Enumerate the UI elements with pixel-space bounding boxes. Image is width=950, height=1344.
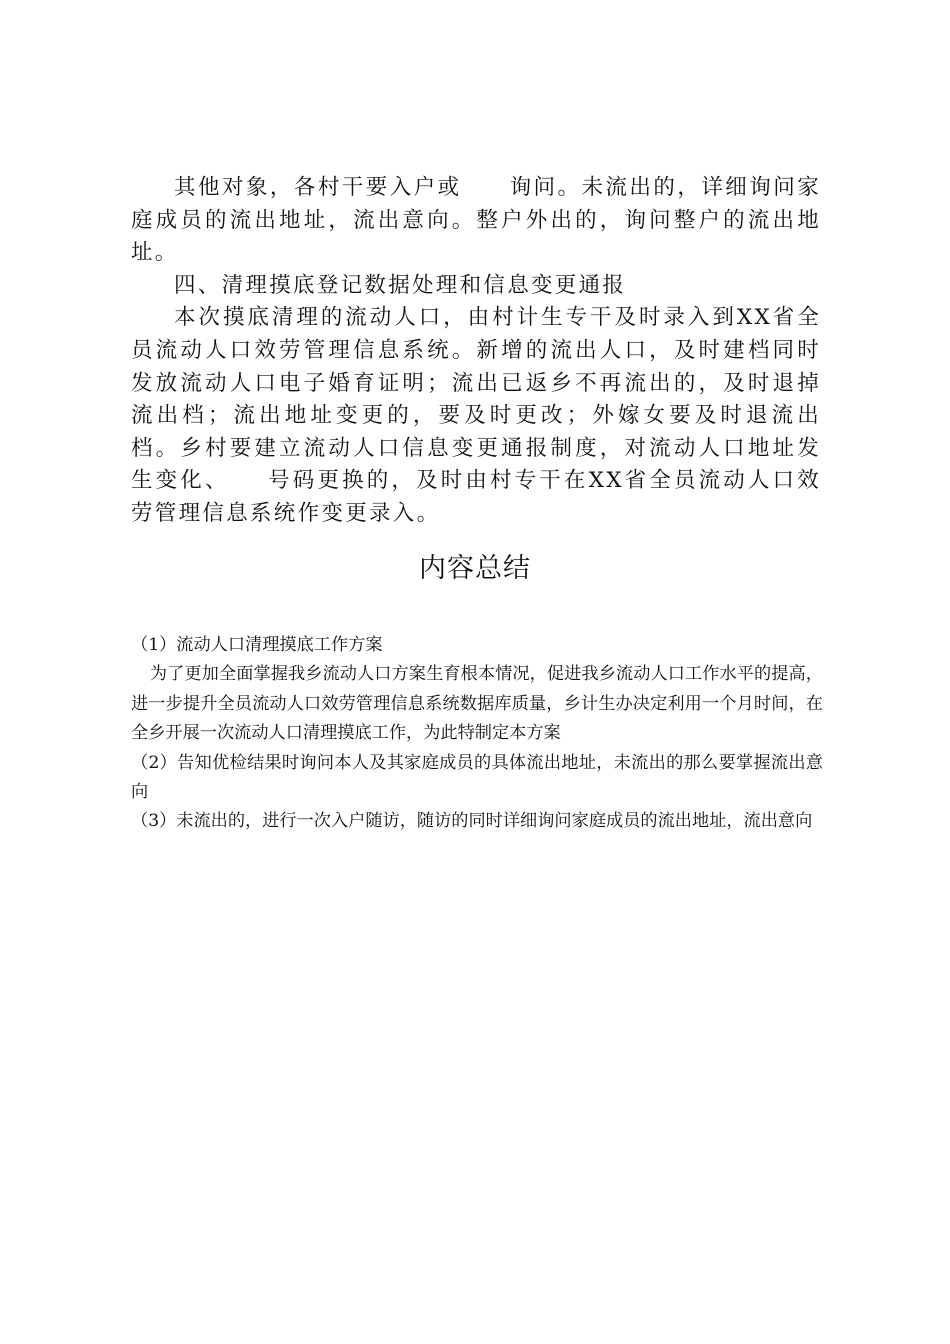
- summary-item-1-detail: 为了更加全面掌握我乡流动人口方案生育根本情况，促进我乡流动人口工作水平的提高，进一步提升全员流动人口效劳管理信息系统数据库质量，乡计生办决定利用一个月时间，在全乡开展一次流动人口清理摸底工作，为此特制定本方案: [131, 664, 823, 744]
- body-text: [131, 172, 821, 531]
- summary-heading: 内容总结: [419, 553, 531, 584]
- summary-item-1: （1）流动人口清理摸底工作方案: [131, 635, 383, 655]
- summary-item-2: （2）告知优检结果时询问本人及其家庭成员的具体流出地址，未流出的那么要掌握流出意向: [131, 752, 823, 803]
- summary-item-3: （3）未流出的，进行一次入户随访，随访的同时详细询问家庭成员的流出地址，流出意向: [131, 811, 813, 832]
- summary-content: [131, 631, 823, 837]
- paragraph-data-entry: 本次摸底清理的流动人口，由村计生专干及时录入到XX省全员流动人口效劳管理信息系统。新增的流出人口，及时建档同时发放流动人口电子婚育证明；流出已返乡不再流出的，及时退掉流出档；流出地址变更的，要及时更改；外嫁女要及时退流出档。乡村要建立流动人口信息变更通报制度，对流动人口地址发生变化、 号码更换的，及时由村专干在XX省全员流动人口效劳管理信息系统作变更录入。: [131, 305, 821, 526]
- paragraph-other-subjects: 其他对象，各村干要入户或 询问。未流出的，详细询问家庭成员的流出地址，流出意向。整户外出的，询问整户的流出地址。: [131, 175, 821, 266]
- section-heading-data-processing: 四、清理摸底登记数据处理和信息变更通报: [174, 272, 627, 298]
